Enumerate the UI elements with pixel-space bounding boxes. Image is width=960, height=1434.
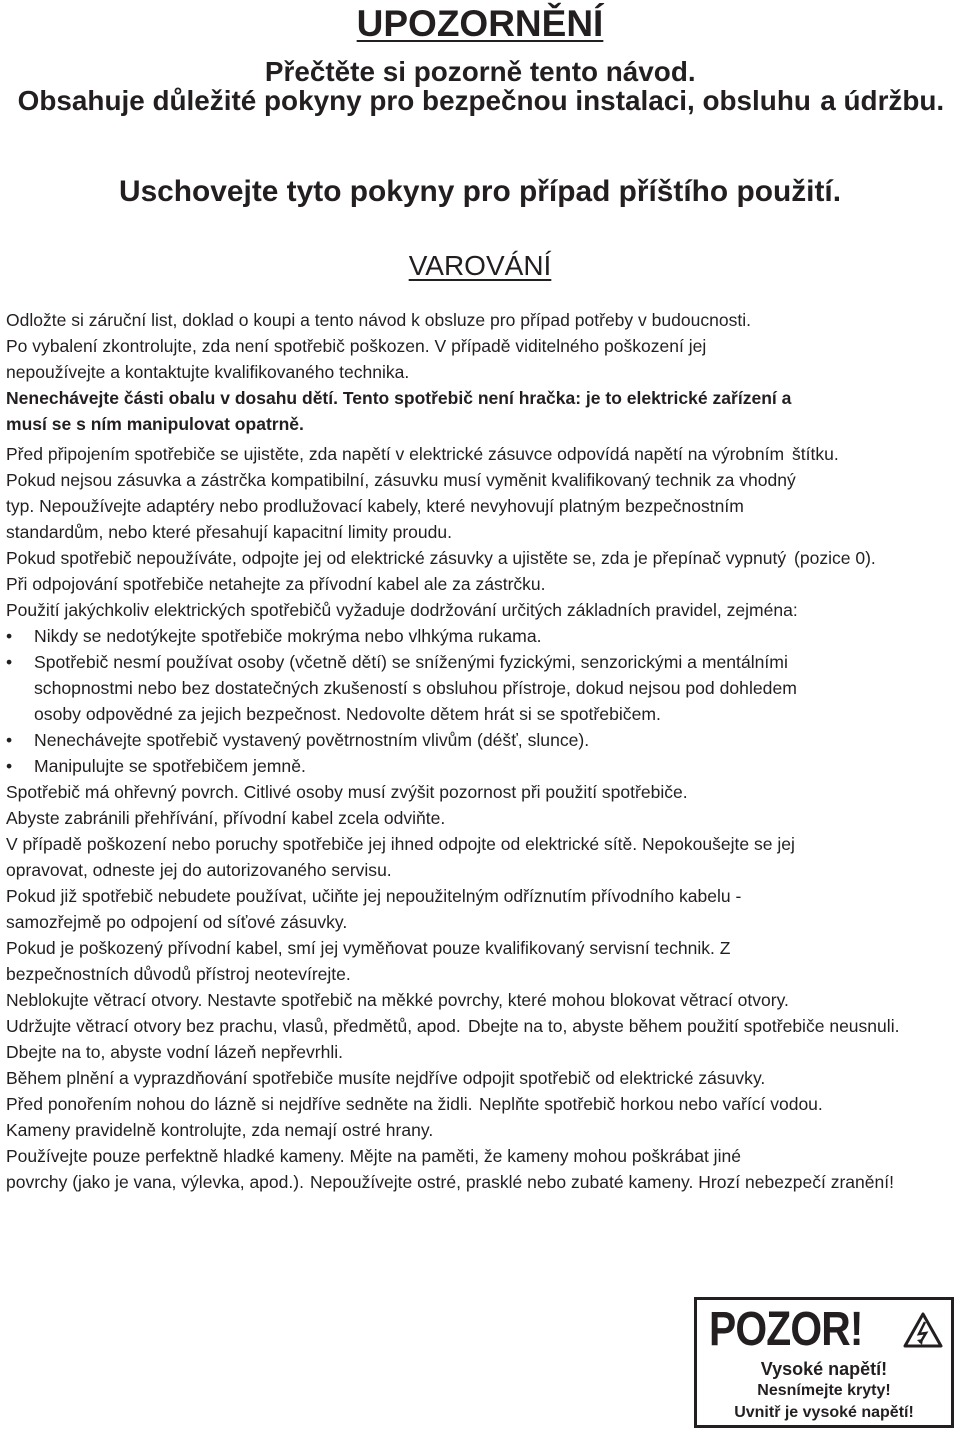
hazard-line-3: Uvnitř je vysoké napětí! [734,1404,914,1421]
hazard-label [694,1297,954,1428]
list-item-text: Spotřebič nesmí používat osoby (včetně dětí) se sníženými fyzickými, senzorickými a mentálními [34,652,788,672]
paragraph: Pokud spotřebič nepoužíváte, odpojte jej od elektrické zásuvky a ujistěte se, zda je přepínač vypnutý [6,548,787,568]
paragraph: Abyste zabránili přehřívání, přívodní kabel zcela odviňte. [6,808,446,828]
paragraph: Pokud nejsou zásuvka a zástrčka kompatibilní, zásuvku musí vyměnit kvalifikovaný technik za vhodný [6,470,796,490]
paragraph: Kameny pravidelně kontrolujte, zda nemají ostré hrany. [6,1120,434,1140]
paragraph: Během plnění a vyprazdňování spotřebiče musíte nejdříve odpojit spotřebič od elektrické zásuvky. [6,1068,766,1088]
list-item [6,753,960,779]
paragraph: standardům, nebo které přesahují kapacitní limity proudu. [6,522,453,542]
paragraph: Neblokujte větrací otvory. Nestavte spotřebič na měkké povrchy, které mohou blokovat větrací otvory. [6,990,789,1010]
bullet-icon: • [6,756,13,776]
paragraph: samozřejmě po odpojení od síťové zásuvky. [6,912,348,932]
warning-body [6,307,960,1195]
hazard-label-text [697,1358,951,1424]
hazard-line-1: Vysoké napětí! [760,1359,888,1379]
paragraph: (pozice 0). [794,548,877,568]
paragraph: Po vybalení zkontrolujte, zda není spotřebič poškozen. V případě viditelného poškození jej [6,336,707,356]
intro-line-3: a údržbu. [820,85,945,116]
bullet-icon: • [6,652,13,672]
list-item [6,623,960,649]
paragraph: Před připojením spotřebiče se ujistěte, zda napětí v elektrické zásuvce odpovídá napětí na výrobním [6,444,785,464]
hazard-line-2: Nesnímejte kryty! [757,1382,891,1399]
list-item-text: Nikdy se nedotýkejte spotřebiče mokrýma nebo vlhkýma rukama. [34,626,542,646]
intro-block [0,57,960,115]
bold-paragraph: Nenechávejte části obalu v dosahu dětí. Tento spotřebič není hračka: je to elektrické zařízení a [6,388,792,408]
intro-line-1: Přečtěte si pozorně tento návod. [264,56,696,87]
paragraph: V případě poškození nebo poruchy spotřebiče jej ihned odpojte od elektrické sítě. Nepokoušejte se jej [6,834,795,854]
list-item-continuation [6,675,960,701]
paragraph: povrchy (jako je vana, výlevka, apod.). [6,1172,304,1192]
bullet-icon: • [6,730,13,750]
list-item-text: Nenechávejte spotřebič vystavený povětrnostním vlivům (déšť, slunce). [34,730,590,750]
paragraph: Použití jakýchkoliv elektrických spotřebičů vyžaduje dodržování určitých základních pravidel, zejména: [6,600,798,620]
paragraph: nepoužívejte a kontaktujte kvalifikovaného technika. [6,362,410,382]
paragraph: Pokud je poškozený přívodní kabel, smí jej vyměňovat pouze kvalifikovaný servisní technik. Z [6,938,731,958]
paragraph: opravovat, odneste jej do autorizovaného servisu. [6,860,392,880]
paragraph: Pokud již spotřebič nebudete používat, učiňte jej nepoužitelným odříznutím přívodního kabelu - [6,886,742,906]
bold-paragraph: musí se s ním manipulovat opatrně. [6,414,304,434]
intro-line-2: Obsahuje důležité pokyny pro bezpečnou instalaci, obsluhu [17,85,811,116]
paragraph: Při odpojování spotřebiče netahejte za přívodní kabel ale za zástrčku. [6,574,546,594]
hazard-label-title: POZOR! [709,1303,863,1356]
paragraph: Před ponořením nohou do lázně si nejdříve sedněte na židli. [6,1094,473,1114]
keep-instructions-note: Uschovejte tyto pokyny pro případ příštího použití. [118,175,842,208]
paragraph: Používejte pouze perfektně hladké kameny. Mějte na paměti, že kameny mohou poškrábat jiné [6,1146,741,1166]
paragraph: Dbejte na to, abyste vodní lázeň nepřevrhli. [6,1042,343,1062]
list-item-continuation [6,701,960,727]
page-title: UPOZORNĚNÍ [356,3,604,44]
paragraph: Udržujte větrací otvory bez prachu, vlasů, předmětů, apod. [6,1016,461,1036]
paragraph: Spotřebič má ohřevný povrch. Citlivé osoby musí zvýšit pozornost při použití spotřebiče. [6,782,688,802]
paragraph: Neplňte spotřebič horkou nebo vařící vodou. [479,1094,824,1114]
paragraph: štítku. [792,444,840,464]
list-item [6,649,960,675]
paragraph: Odložte si záruční list, doklad o koupi a tento návod k obsluze pro případ potřeby v budoucnosti. [6,310,752,330]
paragraph: typ. Nepoužívejte adaptéry nebo prodlužovací kabely, které nevyhovují platným bezpečnostním [6,496,744,516]
list-item-text: Manipulujte se spotřebičem jemně. [34,756,306,776]
list-item [6,727,960,753]
paragraph: bezpečnostních důvodů přístroj neotevírejte. [6,964,351,984]
high-voltage-warning-icon [903,1312,943,1348]
warning-heading: VAROVÁNÍ [408,250,552,281]
list-item-text: osoby odpovědné za jejich bezpečnost. Nedovolte dětem hrát si se spotřebičem. [34,704,661,724]
paragraph: Dbejte na to, abyste během použití spotřebiče neusnuli. [467,1016,900,1036]
bullet-icon: • [6,626,13,646]
paragraph: Nepoužívejte ostré, prasklé nebo zubaté kameny. Hrozí nebezpečí zranění! [310,1172,895,1192]
list-item-text: schopnostmi nebo bez dostatečných zkušeností s obsluhou přístroje, dokud nejsou pod dohledem [34,678,797,698]
